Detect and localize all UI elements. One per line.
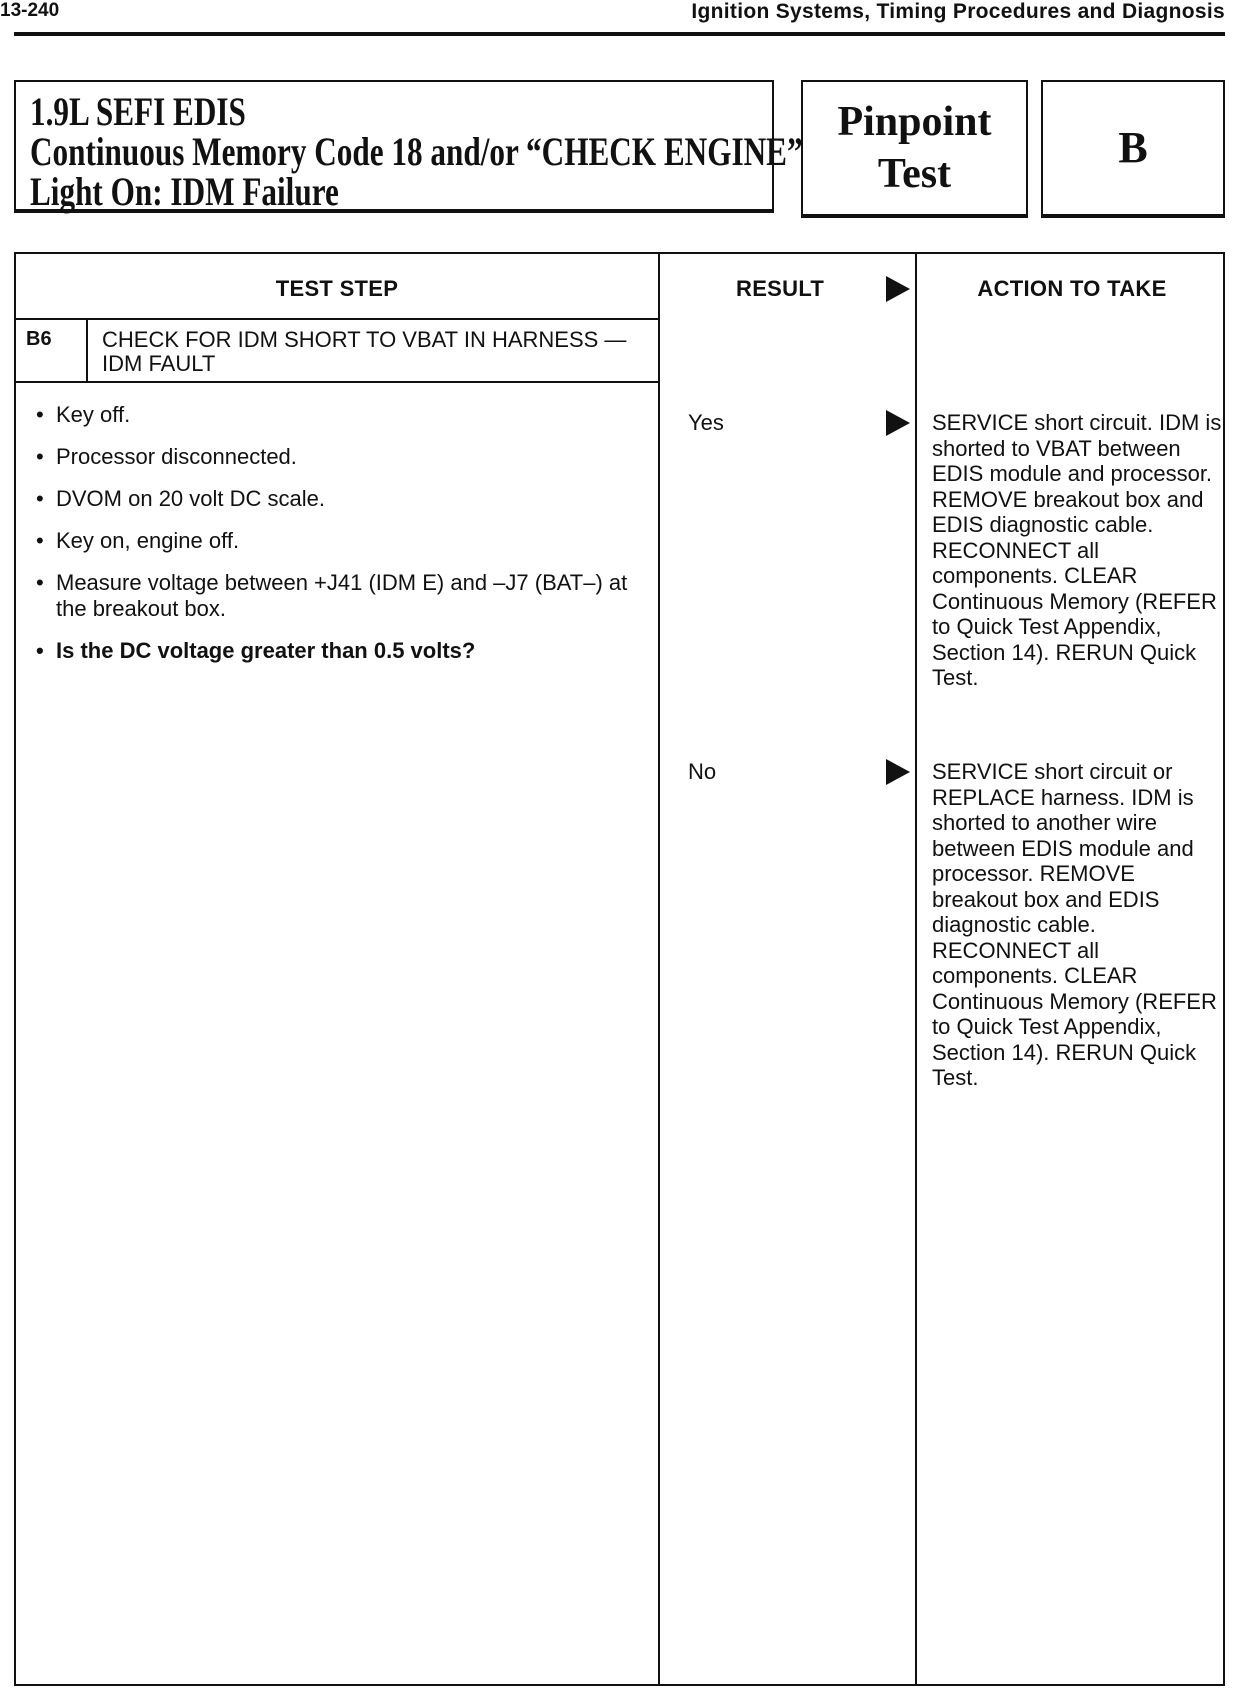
column-divider-action xyxy=(915,254,917,1684)
header-rule xyxy=(14,32,1225,36)
pinpoint-test-box xyxy=(801,80,1028,216)
right-triangle-arrow-icon xyxy=(886,759,910,785)
action-yes-text: SERVICE short circuit. IDM is shorted to VBAT between EDIS module and processor. REMOVE breakout box and EDIS diagnostic cable. RECONNECT all components. CLEAR Continuous Memory (REFER to Quick Test Appendix, Section 14). RERUN Quick Test. xyxy=(932,410,1222,690)
title-line-2: Continuous Memory Code 18 and/or “CHECK ENGINE” xyxy=(30,129,803,174)
test-letter-box: B xyxy=(1041,80,1225,216)
action-header: ACTION TO TAKE xyxy=(977,276,1167,301)
test-title-box xyxy=(14,80,803,214)
instruction-item: • Key on, engine off. xyxy=(34,528,644,554)
step-instructions xyxy=(34,402,644,680)
test-label: Test xyxy=(877,151,952,197)
pinpoint-label: Pinpoint xyxy=(837,99,992,145)
instruction-item: • Key off. xyxy=(34,402,644,428)
action-no-text: SERVICE short circuit or REPLACE harness. IDM is shorted to another wire between EDIS module and processor. REMOVE breakout box and EDIS diagnostic cable. RECONNECT all components. CLEAR Continuous Memory (REFER to Quick Test Appendix, Section 14). RERUN Quick Test. xyxy=(932,759,1217,1090)
result-header: RESULT xyxy=(736,276,825,301)
step-title-divider xyxy=(16,381,658,383)
header-divider xyxy=(16,318,658,320)
section-title: Ignition Systems, Timing Procedures and Diagnosis xyxy=(691,0,1225,23)
right-triangle-arrow-icon xyxy=(886,276,910,302)
title-line-3: Light On: IDM Failure xyxy=(30,169,339,214)
step-title: CHECK FOR IDM SHORT TO VBAT IN HARNESS — IDM FAULT xyxy=(102,327,627,376)
instruction-item: • Measure voltage between +J41 (IDM E) and –J7 (BAT–) at the breakout box. xyxy=(34,570,644,622)
test-step-header: TEST STEP xyxy=(275,276,399,301)
column-divider-result xyxy=(658,254,660,1684)
test-table xyxy=(14,252,1225,1686)
right-triangle-arrow-icon xyxy=(886,410,910,436)
result-yes-label: Yes xyxy=(688,410,724,435)
instruction-item: • DVOM on 20 volt DC scale. xyxy=(34,486,644,512)
title-line-1: 1.9L SEFI EDIS xyxy=(30,89,246,134)
result-no-label: No xyxy=(688,759,717,784)
step-id: B6 xyxy=(26,328,52,350)
page-header xyxy=(0,0,1225,28)
page-number: 13-240 xyxy=(0,0,60,21)
instruction-item: • Processor disconnected. xyxy=(34,444,644,470)
step-id-divider xyxy=(86,318,88,381)
instruction-question: • Is the DC voltage greater than 0.5 volts? xyxy=(34,638,644,664)
